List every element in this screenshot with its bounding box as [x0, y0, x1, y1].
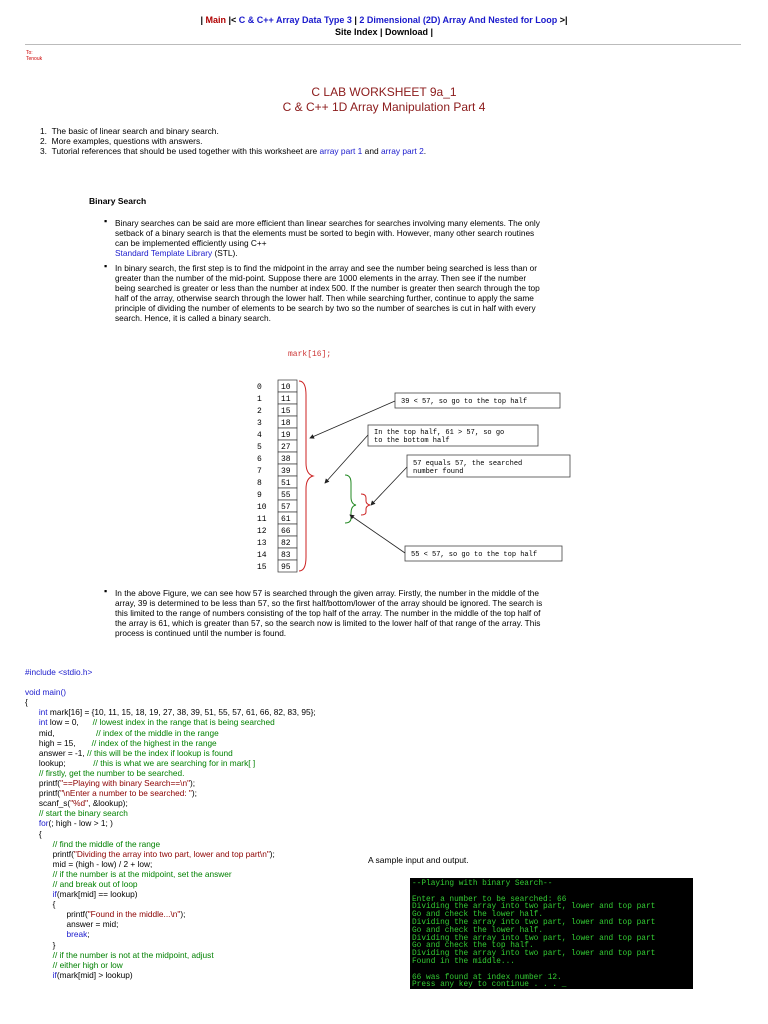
section-heading: Binary Search — [89, 196, 147, 206]
code-line: void main() — [25, 687, 67, 698]
array-rows — [257, 380, 297, 572]
tiny-red-note — [26, 50, 42, 62]
nav-sep: | — [377, 27, 385, 37]
code-comment: // index of the highest in the range — [91, 737, 217, 748]
array-index: 4 — [257, 431, 262, 440]
arrow-4 — [350, 515, 405, 553]
code-line: printf( — [38, 778, 61, 789]
note-2-line-2: to the bottom half — [374, 437, 450, 445]
array-index: 3 — [257, 419, 262, 428]
list-num: 2. — [40, 136, 47, 146]
paragraph-figure-explanation: In the above Figure, we can see how 57 is searched through the given array. Firstly, the number in the middle of the array, 39 is determined to be less than 57, so the first half/bottom/lower of the array should be ignored. The search is this limited to the range of numbers consisting of the top half of the array. The number in the middle of the top half of the array is 61, which is greater than 57, so the search now is limited to the lower half of that range of the array. This process is continued until the number is found. — [115, 588, 543, 639]
array-value: 19 — [281, 431, 291, 440]
code-line: scanf_s( — [38, 798, 71, 809]
code-line: ); — [190, 778, 196, 789]
code-line: ); — [180, 909, 186, 920]
paragraph-text: (STL). — [212, 248, 238, 259]
array-value: 61 — [281, 515, 291, 524]
bullet-icon: ▪ — [104, 216, 108, 226]
array-index: 5 — [257, 443, 262, 452]
array-index: 8 — [257, 479, 262, 488]
array-value: 15 — [281, 407, 291, 416]
nav-sep: | — [428, 27, 434, 37]
code-keyword: if — [52, 969, 57, 980]
code-comment: // find the middle of the range — [52, 838, 161, 849]
code-keyword: break — [66, 929, 88, 940]
code-line: ); — [269, 848, 275, 859]
code-line: high = 15, — [38, 737, 76, 748]
list-text: More examples, questions with answers. — [51, 136, 203, 146]
page-title — [0, 85, 768, 115]
array-value: 27 — [281, 443, 291, 452]
full-range-brace — [299, 381, 313, 571]
array-value: 95 — [281, 563, 291, 572]
divider — [25, 44, 741, 45]
list-num: 3. — [40, 146, 47, 156]
array-value: 82 — [281, 539, 291, 548]
nav-sep: | — [351, 15, 360, 25]
array-index: 14 — [257, 551, 267, 560]
code-comment: // if the number is not at the midpoint, adjust — [52, 949, 214, 960]
code-keyword: if — [52, 889, 57, 900]
array-index: 13 — [257, 539, 267, 548]
code-line: printf( — [52, 848, 74, 859]
code-line: low = 0, — [47, 717, 79, 728]
sub-nav — [0, 27, 768, 37]
code-line: (mark[mid] > lookup) — [56, 969, 133, 980]
arrow-3 — [371, 467, 407, 505]
title-line-1: C LAB WORKSHEET 9a_1 — [311, 85, 457, 99]
note-3-line-2: number found — [413, 468, 464, 476]
title-line-2: C & C++ 1D Array Manipulation Part 4 — [282, 100, 486, 114]
nav-sep: >| — [557, 15, 568, 25]
code-line: { — [38, 828, 42, 839]
code-string: "==Playing with binary Search==\n" — [60, 778, 191, 789]
code-line: #include <stdio.h> — [25, 667, 93, 677]
nav-next-link[interactable]: 2 Dimensional (2D) Array And Nested for Loop — [359, 15, 558, 25]
bullet-icon: ▪ — [104, 586, 108, 596]
paragraph-binary-efficiency — [115, 218, 545, 258]
code-comment: // this is what we are searching for in mark[ ] — [93, 757, 256, 768]
code-string: "Found in the middle...\n" — [87, 909, 181, 920]
paragraph-binary-steps: In binary search, the first step is to find the midpoint in the array and see the number being searched is less than or greater than the number of the mid-point. Suppose there are 1000 elements in the array. Then see if the number being searched is greater or less than the number at index 500. If the number is greater then search through the top half of the array, otherwise search through the lower half. Then while searching further, continue to apply the same principle of dividing the number of elements to be search by two so the number of searches is cut in half with every search. Hence, it is called a binary search. — [115, 263, 540, 324]
code-line: ); — [191, 788, 197, 799]
array-value: 38 — [281, 455, 291, 464]
list-text: . — [423, 146, 427, 156]
array-value: 66 — [281, 527, 291, 536]
code-comment: // and break out of loop — [52, 878, 138, 889]
list-item — [40, 126, 426, 136]
code-line: answer = mid; — [66, 919, 119, 930]
sample-caption: A sample input and output. — [368, 855, 469, 865]
code-string: "Dividing the array into two part, lower and top part\n" — [73, 848, 270, 859]
binary-search-figure — [250, 345, 590, 575]
code-line: { — [25, 697, 28, 708]
array-index: 6 — [257, 455, 262, 464]
code-line: (mark[mid] == lookup) — [56, 889, 138, 900]
arrow-2 — [325, 435, 368, 483]
list-text: and — [362, 146, 381, 156]
array-value: 39 — [281, 467, 291, 476]
top-nav — [0, 15, 768, 25]
code-comment: // index of the middle in the range — [96, 727, 219, 738]
code-keyword: int — [38, 707, 48, 718]
array-value: 10 — [281, 383, 291, 392]
bullet-icon: ▪ — [104, 261, 108, 271]
array-index: 0 — [257, 383, 262, 392]
code-line: mid = (high - low) / 2 + low; — [52, 858, 153, 869]
note-4-text: 55 < 57, so go to the top half — [411, 551, 538, 559]
array-part-1-link[interactable]: array part 1 — [319, 146, 363, 156]
code-line: mark[16] = {10, 11, 15, 18, 19, 27, 38, 39, 51, 55, 57, 61, 66, 82, 83, 95}; — [47, 707, 316, 718]
array-value: 55 — [281, 491, 291, 500]
download-link[interactable]: Download — [385, 27, 428, 37]
code-line: lookup; — [38, 757, 66, 768]
objectives-list — [40, 126, 426, 156]
tiny-line: To: — [26, 50, 33, 56]
array-index: 15 — [257, 563, 267, 572]
code-comment: // lowest index in the range that is being searched — [92, 717, 275, 728]
code-string: "\nEnter a number to be searched: " — [60, 788, 192, 799]
tiny-line: Tenouk — [26, 56, 43, 62]
console-output: --Playing with binary Search-- Enter a number to be searched: 66 Dividing the array into two part, lower and top part Go and check the lower half. Dividing the array into two part, lower and top part Go and check the lower half. Dividing the array into two part, lower and top part Go and check the top half. Dividing the array into two part, lower and top part Found in the middle... 66 was found at index number 12. Press any key to continue . . . _ — [410, 878, 693, 989]
code-line: mid, — [38, 727, 55, 738]
code-line: answer = -1, — [38, 747, 85, 758]
note-2-line-1: In the top half, 61 > 57, so go — [374, 429, 505, 437]
bottom-half-brace — [361, 494, 370, 515]
array-index: 10 — [257, 503, 267, 512]
array-index: 1 — [257, 395, 262, 404]
array-value: 18 — [281, 419, 291, 428]
code-line: ; — [87, 929, 90, 940]
list-item — [40, 136, 426, 146]
array-index: 7 — [257, 467, 262, 476]
code-comment: // if the number is at the midpoint, set the answer — [52, 868, 232, 879]
code-comment: // this will be the index if lookup is found — [87, 747, 233, 758]
array-value: 83 — [281, 551, 291, 560]
code-line: printf( — [38, 788, 61, 799]
code-string: "%d" — [70, 798, 89, 809]
list-num: 1. — [40, 126, 47, 136]
array-index: 2 — [257, 407, 262, 416]
array-index: 11 — [257, 515, 267, 524]
list-item — [40, 146, 426, 156]
list-text: The basic of linear search and binary search. — [51, 126, 219, 136]
code-comment: // either high or low — [52, 959, 123, 970]
code-comment: // firstly, get the number to be searched. — [38, 767, 185, 778]
list-text: Tutorial references that should be used together with this worksheet are — [51, 146, 320, 156]
paragraph-text: Binary searches can be said are more efficient than linear searches for searches involving many elements. The only setback of a binary search is that the elements must be sorted to begin with. However, many other search routines can be implemented efficiently using C++ — [115, 218, 540, 249]
array-index: 9 — [257, 491, 262, 500]
site-index-link[interactable]: Site Index — [334, 27, 378, 37]
stl-link[interactable]: Standard Template Library — [115, 248, 213, 259]
array-value: 51 — [281, 479, 291, 488]
code-line: { — [52, 899, 56, 910]
code-listing — [25, 667, 316, 980]
code-keyword: int — [38, 717, 48, 728]
array-value: 57 — [281, 503, 291, 512]
array-part-2-link[interactable]: array part 2 — [380, 146, 424, 156]
array-index: 12 — [257, 527, 267, 536]
note-3-line-1: 57 equals 57, the searched — [413, 460, 523, 468]
nav-prev-link[interactable]: C & C++ Array Data Type 3 — [238, 15, 352, 25]
code-line: (; high - low > 1; ) — [48, 818, 113, 829]
code-line: printf( — [66, 909, 88, 920]
nav-sep: | — [200, 15, 206, 25]
nav-sep: |< — [226, 15, 239, 25]
code-comment: // start the binary search — [38, 808, 128, 819]
code-keyword: for — [38, 818, 49, 829]
note-1-text: 39 < 57, so go to the top half — [401, 398, 528, 406]
nav-main-link[interactable]: Main — [205, 15, 227, 25]
code-line: } — [52, 939, 56, 950]
code-line: , &lookup); — [88, 798, 128, 809]
array-value: 11 — [281, 395, 291, 404]
figure-caption: mark[16]; — [288, 350, 332, 359]
